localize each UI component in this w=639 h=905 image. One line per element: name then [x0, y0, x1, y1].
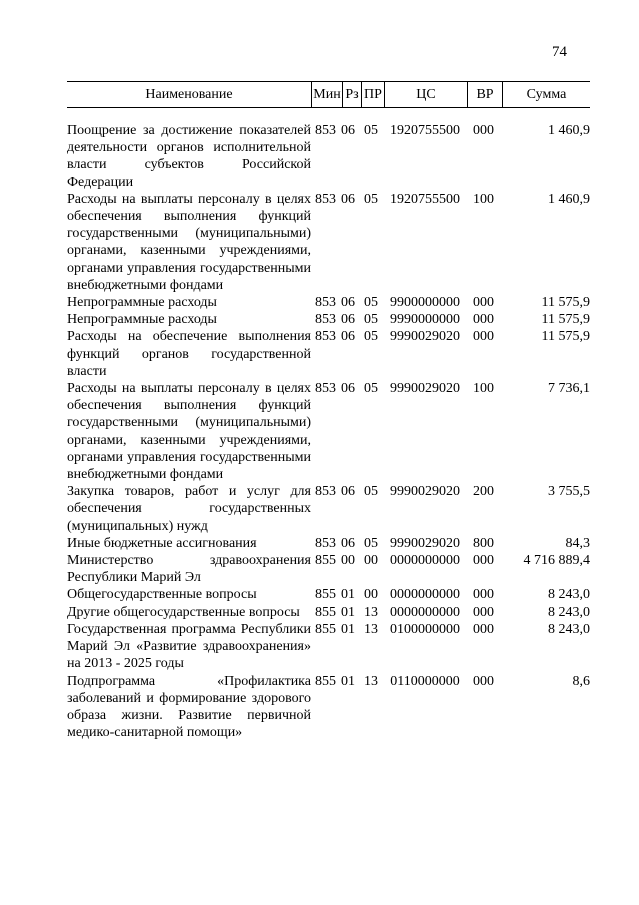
- row-rz: 06: [341, 191, 355, 207]
- row-min: 855: [315, 553, 336, 569]
- row-name: Непрограммные расходы: [67, 312, 217, 328]
- row-pr: 13: [364, 673, 378, 689]
- header-rz: Рз: [343, 82, 362, 108]
- row-pr: 05: [364, 312, 378, 328]
- row-vr: 000: [473, 295, 494, 311]
- table-header: [67, 81, 590, 108]
- header-vr: ВР: [468, 82, 503, 108]
- row-vr: 800: [473, 535, 494, 551]
- row-min: 853: [315, 312, 336, 328]
- row-name: Расходы на выплаты персоналу в целях обеспечения выполнения функций государственными (муниципальными) органами, казенными учреждениями, органами управления государственными внебюджетными фондами: [67, 381, 311, 483]
- table-row: [67, 328, 590, 380]
- table-row: [67, 552, 590, 586]
- row-sum: 8 243,0: [548, 621, 590, 637]
- row-cs: 1920755500: [390, 123, 460, 138]
- row-cs: 9990029020: [390, 381, 460, 397]
- row-name: Министерство здравоохранения Республики Марий Эл: [67, 553, 311, 586]
- row-pr: 00: [364, 553, 378, 569]
- row-vr: 100: [473, 191, 494, 207]
- row-name: Другие общегосударственные вопросы: [67, 604, 300, 620]
- row-min: 853: [315, 329, 336, 345]
- row-vr: 100: [473, 381, 494, 397]
- table-row: [67, 673, 590, 742]
- row-cs: 9990000000: [390, 312, 460, 328]
- row-cs: 0110000000: [390, 673, 460, 689]
- row-pr: 00: [364, 587, 378, 603]
- row-name: Государственная программа Республики Марий Эл «Развитие здравоохранения» на 2013 - 2025 годы: [67, 621, 311, 672]
- row-rz: 06: [341, 312, 355, 328]
- table-row: [67, 294, 590, 311]
- row-sum: 7 736,1: [548, 381, 590, 397]
- row-vr: 000: [473, 329, 494, 345]
- table-row: [67, 586, 590, 603]
- row-name: Расходы на выплаты персоналу в целях обеспечения выполнения функций государственными (муниципальными) органами, казенными учреждениями, органами управления государственными внебюджетными фондами: [67, 191, 311, 293]
- row-cs: 9990029020: [390, 535, 460, 551]
- row-sum: 11 575,9: [541, 312, 590, 328]
- header-pr: ПР: [362, 82, 385, 108]
- row-pr: 05: [364, 535, 378, 551]
- row-rz: 01: [341, 673, 355, 689]
- row-sum: 1 460,9: [548, 123, 590, 138]
- row-cs: 0100000000: [390, 621, 460, 637]
- row-min: 855: [315, 587, 336, 603]
- table-row: [67, 191, 590, 294]
- row-name: Закупка товаров, работ и услуг для обеспечения государственных (муниципальных) нужд: [67, 484, 311, 534]
- row-vr: 000: [473, 587, 494, 603]
- row-vr: 200: [473, 484, 494, 500]
- page-number: 74: [552, 44, 567, 60]
- row-sum: 1 460,9: [548, 191, 590, 207]
- table-body: [67, 122, 590, 741]
- row-cs: 0000000000: [390, 553, 460, 569]
- row-vr: 000: [473, 312, 494, 328]
- row-vr: 000: [473, 621, 494, 637]
- row-name: Расходы на обеспечение выполнения функций органов государственной власти: [67, 329, 311, 379]
- header-cs: ЦС: [385, 82, 468, 108]
- row-rz: 01: [341, 604, 355, 620]
- row-rz: 06: [341, 295, 355, 311]
- row-rz: 01: [341, 587, 355, 603]
- row-sum: 4 716 889,4: [523, 553, 590, 569]
- row-min: 855: [315, 604, 336, 620]
- row-name: Подпрограмма «Профилактика заболеваний и формирование здорового образа жизни. Развитие первичной медико-санитарной помощи»: [67, 673, 311, 741]
- row-rz: 06: [341, 123, 355, 138]
- row-name: Иные бюджетные ассигнования: [67, 535, 257, 551]
- row-min: 853: [315, 535, 336, 551]
- row-rz: 01: [341, 621, 355, 637]
- row-min: 853: [315, 123, 336, 138]
- table-row: [67, 380, 590, 483]
- row-min: 853: [315, 381, 336, 397]
- row-name: Общегосударственные вопросы: [67, 587, 257, 603]
- table-row: [67, 483, 590, 535]
- row-min: 855: [315, 673, 336, 689]
- row-cs: 9990029020: [390, 484, 460, 500]
- row-pr: 05: [364, 484, 378, 500]
- row-vr: 000: [473, 604, 494, 620]
- row-cs: 9990029020: [390, 329, 460, 345]
- row-name: Поощрение за достижение показателей деятельности органов исполнительной власти субъектов Российской Федерации: [67, 123, 311, 190]
- row-sum: 8 243,0: [548, 587, 590, 603]
- row-sum: 3 755,5: [548, 484, 590, 500]
- row-sum: 11 575,9: [541, 329, 590, 345]
- row-vr: 000: [473, 553, 494, 569]
- row-sum: 8 243,0: [548, 604, 590, 620]
- table-row: [67, 621, 590, 673]
- row-pr: 05: [364, 191, 378, 207]
- table-row: [67, 311, 590, 328]
- row-rz: 06: [341, 381, 355, 397]
- header-min: Мин: [312, 82, 343, 108]
- row-rz: 06: [341, 329, 355, 345]
- row-min: 853: [315, 295, 336, 311]
- row-pr: 13: [364, 621, 378, 637]
- table-row: [67, 604, 590, 621]
- header-name: Наименование: [145, 86, 233, 102]
- row-pr: 05: [364, 329, 378, 345]
- row-cs: 1920755500: [390, 191, 460, 207]
- row-pr: 05: [364, 123, 378, 138]
- table-row: [67, 535, 590, 552]
- row-sum: 8,6: [572, 673, 590, 689]
- table-row: [67, 122, 590, 191]
- row-min: 853: [315, 191, 336, 207]
- row-cs: 9900000000: [390, 295, 460, 311]
- row-pr: 05: [364, 381, 378, 397]
- row-min: 855: [315, 621, 336, 637]
- header-sum: Сумма: [503, 82, 591, 108]
- row-min: 853: [315, 484, 336, 500]
- row-pr: 13: [364, 604, 378, 620]
- row-rz: 06: [341, 484, 355, 500]
- row-sum: 11 575,9: [541, 295, 590, 311]
- row-vr: 000: [473, 673, 494, 689]
- row-vr: 000: [473, 123, 494, 138]
- row-name: Непрограммные расходы: [67, 295, 217, 311]
- row-sum: 84,3: [565, 535, 590, 551]
- row-rz: 06: [341, 535, 355, 551]
- row-pr: 05: [364, 295, 378, 311]
- row-rz: 00: [341, 553, 355, 569]
- row-cs: 0000000000: [390, 587, 460, 603]
- row-cs: 0000000000: [390, 604, 460, 620]
